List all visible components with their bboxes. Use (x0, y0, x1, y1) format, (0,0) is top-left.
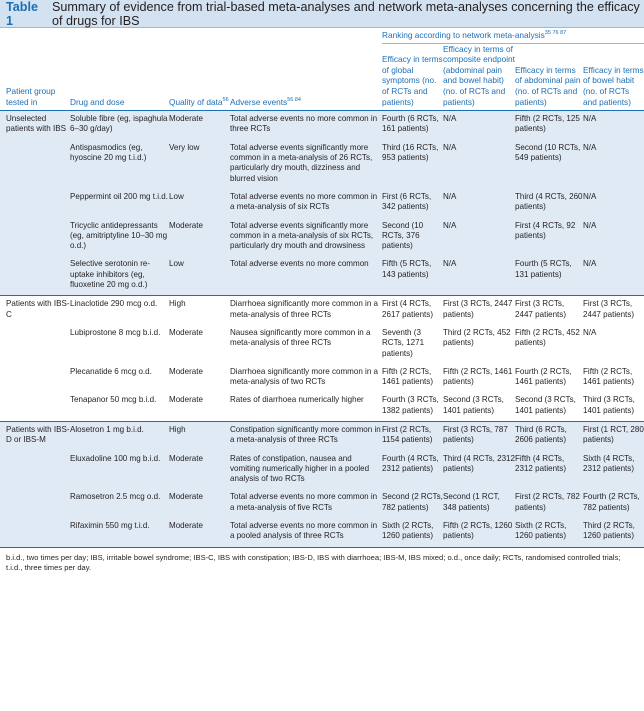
pain-cell: Fourth (5 RCTs, 131 patients) (515, 256, 583, 295)
quality-cell: Low (169, 256, 230, 295)
drug-cell: Eluxadoline 100 mg b.i.d. (70, 451, 169, 490)
pain-cell: Fifth (4 RCTs, 2312 patients) (515, 451, 583, 490)
global-cell: First (2 RCTs, 1154 patients) (382, 421, 443, 450)
adverse-cell: Total adverse events significantly more common in a meta-analysis of six RCTs, particularly dry mouth and drowsiness (230, 218, 382, 257)
pain-cell: Second (10 RCTs, 549 patients) (515, 140, 583, 189)
table-row (0, 140, 644, 189)
patient-group-cell: Patients with IBS-C (0, 296, 70, 325)
global-cell: Seventh (3 RCTs, 1271 patients) (382, 325, 443, 364)
col-composite: Efficacy in terms of composite endpoint (abdominal pain and bowel habit) (no. of RCTs and patients) (443, 43, 515, 111)
pain-cell: Third (6 RCTs, 2606 patients) (515, 421, 583, 450)
global-cell: Sixth (2 RCTs, 1260 patients) (382, 518, 443, 547)
adverse-cell: Diarrhoea significantly more common in a meta-analysis of three RCTs (230, 296, 382, 325)
ranking-header: Ranking according to network meta-analysis$^{35 76 87}$ (382, 28, 644, 43)
table-row (0, 451, 644, 490)
drug-cell: Tenapanor 50 mcg b.i.d. (70, 392, 169, 421)
composite-cell: Second (1 RCT, 348 patients) (443, 489, 515, 518)
bowel-cell: N/A (583, 189, 644, 218)
composite-cell: First (3 RCTs, 787 patients) (443, 421, 515, 450)
quality-cell: High (169, 296, 230, 325)
drug-cell: Lubiprostone 8 mcg b.i.d. (70, 325, 169, 364)
bowel-cell: N/A (583, 218, 644, 257)
quality-cell: Moderate (169, 111, 230, 140)
global-cell: Third (16 RCTs, 953 patients) (382, 140, 443, 189)
bowel-cell: N/A (583, 111, 644, 140)
drug-cell: Soluble fibre (eg, ispaghula 6–30 g/day) (70, 111, 169, 140)
global-cell: Fourth (6 RCTs, 161 patients) (382, 111, 443, 140)
composite-cell: Second (3 RCTs, 1401 patients) (443, 392, 515, 421)
bowel-cell: N/A (583, 325, 644, 364)
table-row (0, 189, 644, 218)
table-row (0, 325, 644, 364)
table-row (0, 421, 644, 450)
composite-cell: N/A (443, 140, 515, 189)
evidence-table (0, 28, 644, 547)
table-number: Table 1 (6, 0, 38, 28)
drug-cell: Alosetron 1 mg b.i.d. (70, 421, 169, 450)
pain-cell: Fifth (2 RCTs, 125 patients) (515, 111, 583, 140)
col-bowel: Efficacy in terms of bowel habit (no. of RCTs and patients) (583, 43, 644, 111)
col-adverse: Adverse events$^{56 84}$ (230, 43, 382, 111)
global-cell: Fifth (5 RCTs, 143 patients) (382, 256, 443, 295)
col-global: Efficacy in terms of global symptoms (no. of RCTs and patients) (382, 43, 443, 111)
table-row (0, 256, 644, 295)
bowel-cell: Sixth (4 RCTs, 2312 patients) (583, 451, 644, 490)
quality-cell: Low (169, 189, 230, 218)
table-row (0, 111, 644, 140)
table-footnote: b.i.d., two times per day; IBS, irritable bowel syndrome; IBS-C, IBS with constipation; IBS-D, IBS with diarrhoea; IBS-M, IBS mixed; o.d., once daily; RCTs, randomised controlled trials; t.i.d., three times per day. (0, 547, 644, 574)
adverse-cell: Total adverse events no more common in a pooled analysis of three RCTs (230, 518, 382, 547)
composite-cell: Fifth (2 RCTs, 1461 patients) (443, 364, 515, 393)
composite-cell: Third (2 RCTs, 452 patients) (443, 325, 515, 364)
global-cell: Fourth (3 RCTs, 1382 patients) (382, 392, 443, 421)
col-pain: Efficacy in terms of abdominal pain (no. of RCTs and patients) (515, 43, 583, 111)
adverse-cell: Total adverse events no more common (230, 256, 382, 295)
bowel-cell: Fourth (2 RCTs, 782 patients) (583, 489, 644, 518)
pain-cell: First (4 RCTs, 92 patients) (515, 218, 583, 257)
adverse-cell: Constipation significantly more common in a meta-analysis of three RCTs (230, 421, 382, 450)
quality-cell: Moderate (169, 489, 230, 518)
composite-cell: First (3 RCTs, 2447 patients) (443, 296, 515, 325)
bowel-cell: Third (3 RCTs, 1401 patients) (583, 392, 644, 421)
quality-cell: Moderate (169, 392, 230, 421)
drug-cell: Selective serotonin re-uptake inhibitors (eg, fluoxetine 20 mg o.d.) (70, 256, 169, 295)
global-cell: Fifth (2 RCTs, 1461 patients) (382, 364, 443, 393)
table-row (0, 218, 644, 257)
pain-cell: Second (3 RCTs, 1401 patients) (515, 392, 583, 421)
drug-cell: Peppermint oil 200 mg t.i.d. (70, 189, 169, 218)
quality-cell: Moderate (169, 325, 230, 364)
drug-cell: Linaclotide 290 mcg o.d. (70, 296, 169, 325)
pain-cell: First (3 RCTs, 2447 patients) (515, 296, 583, 325)
table-title: Summary of evidence from trial-based meta-analyses and network meta-analyses concerning the efficacy of drugs for IBS (52, 0, 640, 28)
table-row (0, 518, 644, 547)
quality-cell: Moderate (169, 364, 230, 393)
composite-cell: Third (4 RCTs, 2312 patients) (443, 451, 515, 490)
drug-cell: Rifaximin 550 mg t.i.d. (70, 518, 169, 547)
composite-cell: Fifth (2 RCTs, 1260 patients) (443, 518, 515, 547)
bowel-cell: Third (2 RCTs, 1260 patients) (583, 518, 644, 547)
global-cell: Second (2 RCTs, 782 patients) (382, 489, 443, 518)
quality-cell: High (169, 421, 230, 450)
bowel-cell: N/A (583, 140, 644, 189)
patient-group-cell: Unselected patients with IBS (0, 111, 70, 140)
composite-cell: N/A (443, 256, 515, 295)
bowel-cell: Fifth (2 RCTs, 1461 patients) (583, 364, 644, 393)
table-row (0, 489, 644, 518)
patient-group-cell: Patients with IBS-D or IBS-M (0, 421, 70, 450)
bowel-cell: First (3 RCTs, 2447 patients) (583, 296, 644, 325)
global-cell: Second (10 RCTs, 376 patients) (382, 218, 443, 257)
quality-cell: Moderate (169, 518, 230, 547)
quality-cell: Moderate (169, 218, 230, 257)
adverse-cell: Total adverse events no more common in a meta-analysis of five RCTs (230, 489, 382, 518)
group-ibs-c (0, 296, 644, 422)
adverse-cell: Total adverse events no more common in a meta-analysis of six RCTs (230, 189, 382, 218)
bowel-cell: N/A (583, 256, 644, 295)
drug-cell: Ramosetron 2.5 mcg o.d. (70, 489, 169, 518)
pain-cell: Third (4 RCTs, 260 patients) (515, 189, 583, 218)
table-row (0, 296, 644, 325)
global-cell: First (4 RCTs, 2617 patients) (382, 296, 443, 325)
bowel-cell: First (1 RCT, 280 patients) (583, 421, 644, 450)
global-cell: First (6 RCTs, 342 patients) (382, 189, 443, 218)
pain-cell: Fourth (2 RCTs, 1461 patients) (515, 364, 583, 393)
adverse-cell: Total adverse events no more common in three RCTs (230, 111, 382, 140)
drug-cell: Tricyclic antidepressants (eg, amitriptyline 10–30 mg o.d.) (70, 218, 169, 257)
quality-cell: Very low (169, 140, 230, 189)
group-ibs-d-m (0, 421, 644, 546)
table-row (0, 364, 644, 393)
table-row (0, 392, 644, 421)
global-cell: Fourth (4 RCTs, 2312 patients) (382, 451, 443, 490)
col-quality: Quality of data$^{56}$ (169, 43, 230, 111)
pain-cell: First (2 RCTs, 782 patients) (515, 489, 583, 518)
pain-cell: Fifth (2 RCTs, 452 patients) (515, 325, 583, 364)
table-title-bar (0, 0, 644, 28)
drug-cell: Plecanatide 6 mcg o.d. (70, 364, 169, 393)
col-patient-group: Patient group tested in (0, 43, 70, 111)
drug-cell: Antispasmodics (eg, hyoscine 20 mg t.i.d.) (70, 140, 169, 189)
composite-cell: N/A (443, 189, 515, 218)
composite-cell: N/A (443, 218, 515, 257)
adverse-cell: Rates of diarrhoea numerically higher (230, 392, 382, 421)
col-drug-dose: Drug and dose (70, 43, 169, 111)
quality-cell: Moderate (169, 451, 230, 490)
adverse-cell: Nausea significantly more common in a meta-analysis of three RCTs (230, 325, 382, 364)
group-unselected (0, 111, 644, 296)
adverse-cell: Total adverse events significantly more common in a meta-analysis of 26 RCTs, particularly dry mouth, dizziness and blurred vision (230, 140, 382, 189)
adverse-cell: Rates of constipation, nausea and vomiting numerically higher in a pooled analysis of two RCTs (230, 451, 382, 490)
adverse-cell: Diarrhoea significantly more common in a meta-analysis of two RCTs (230, 364, 382, 393)
composite-cell: N/A (443, 111, 515, 140)
pain-cell: Sixth (2 RCTs, 1260 patients) (515, 518, 583, 547)
